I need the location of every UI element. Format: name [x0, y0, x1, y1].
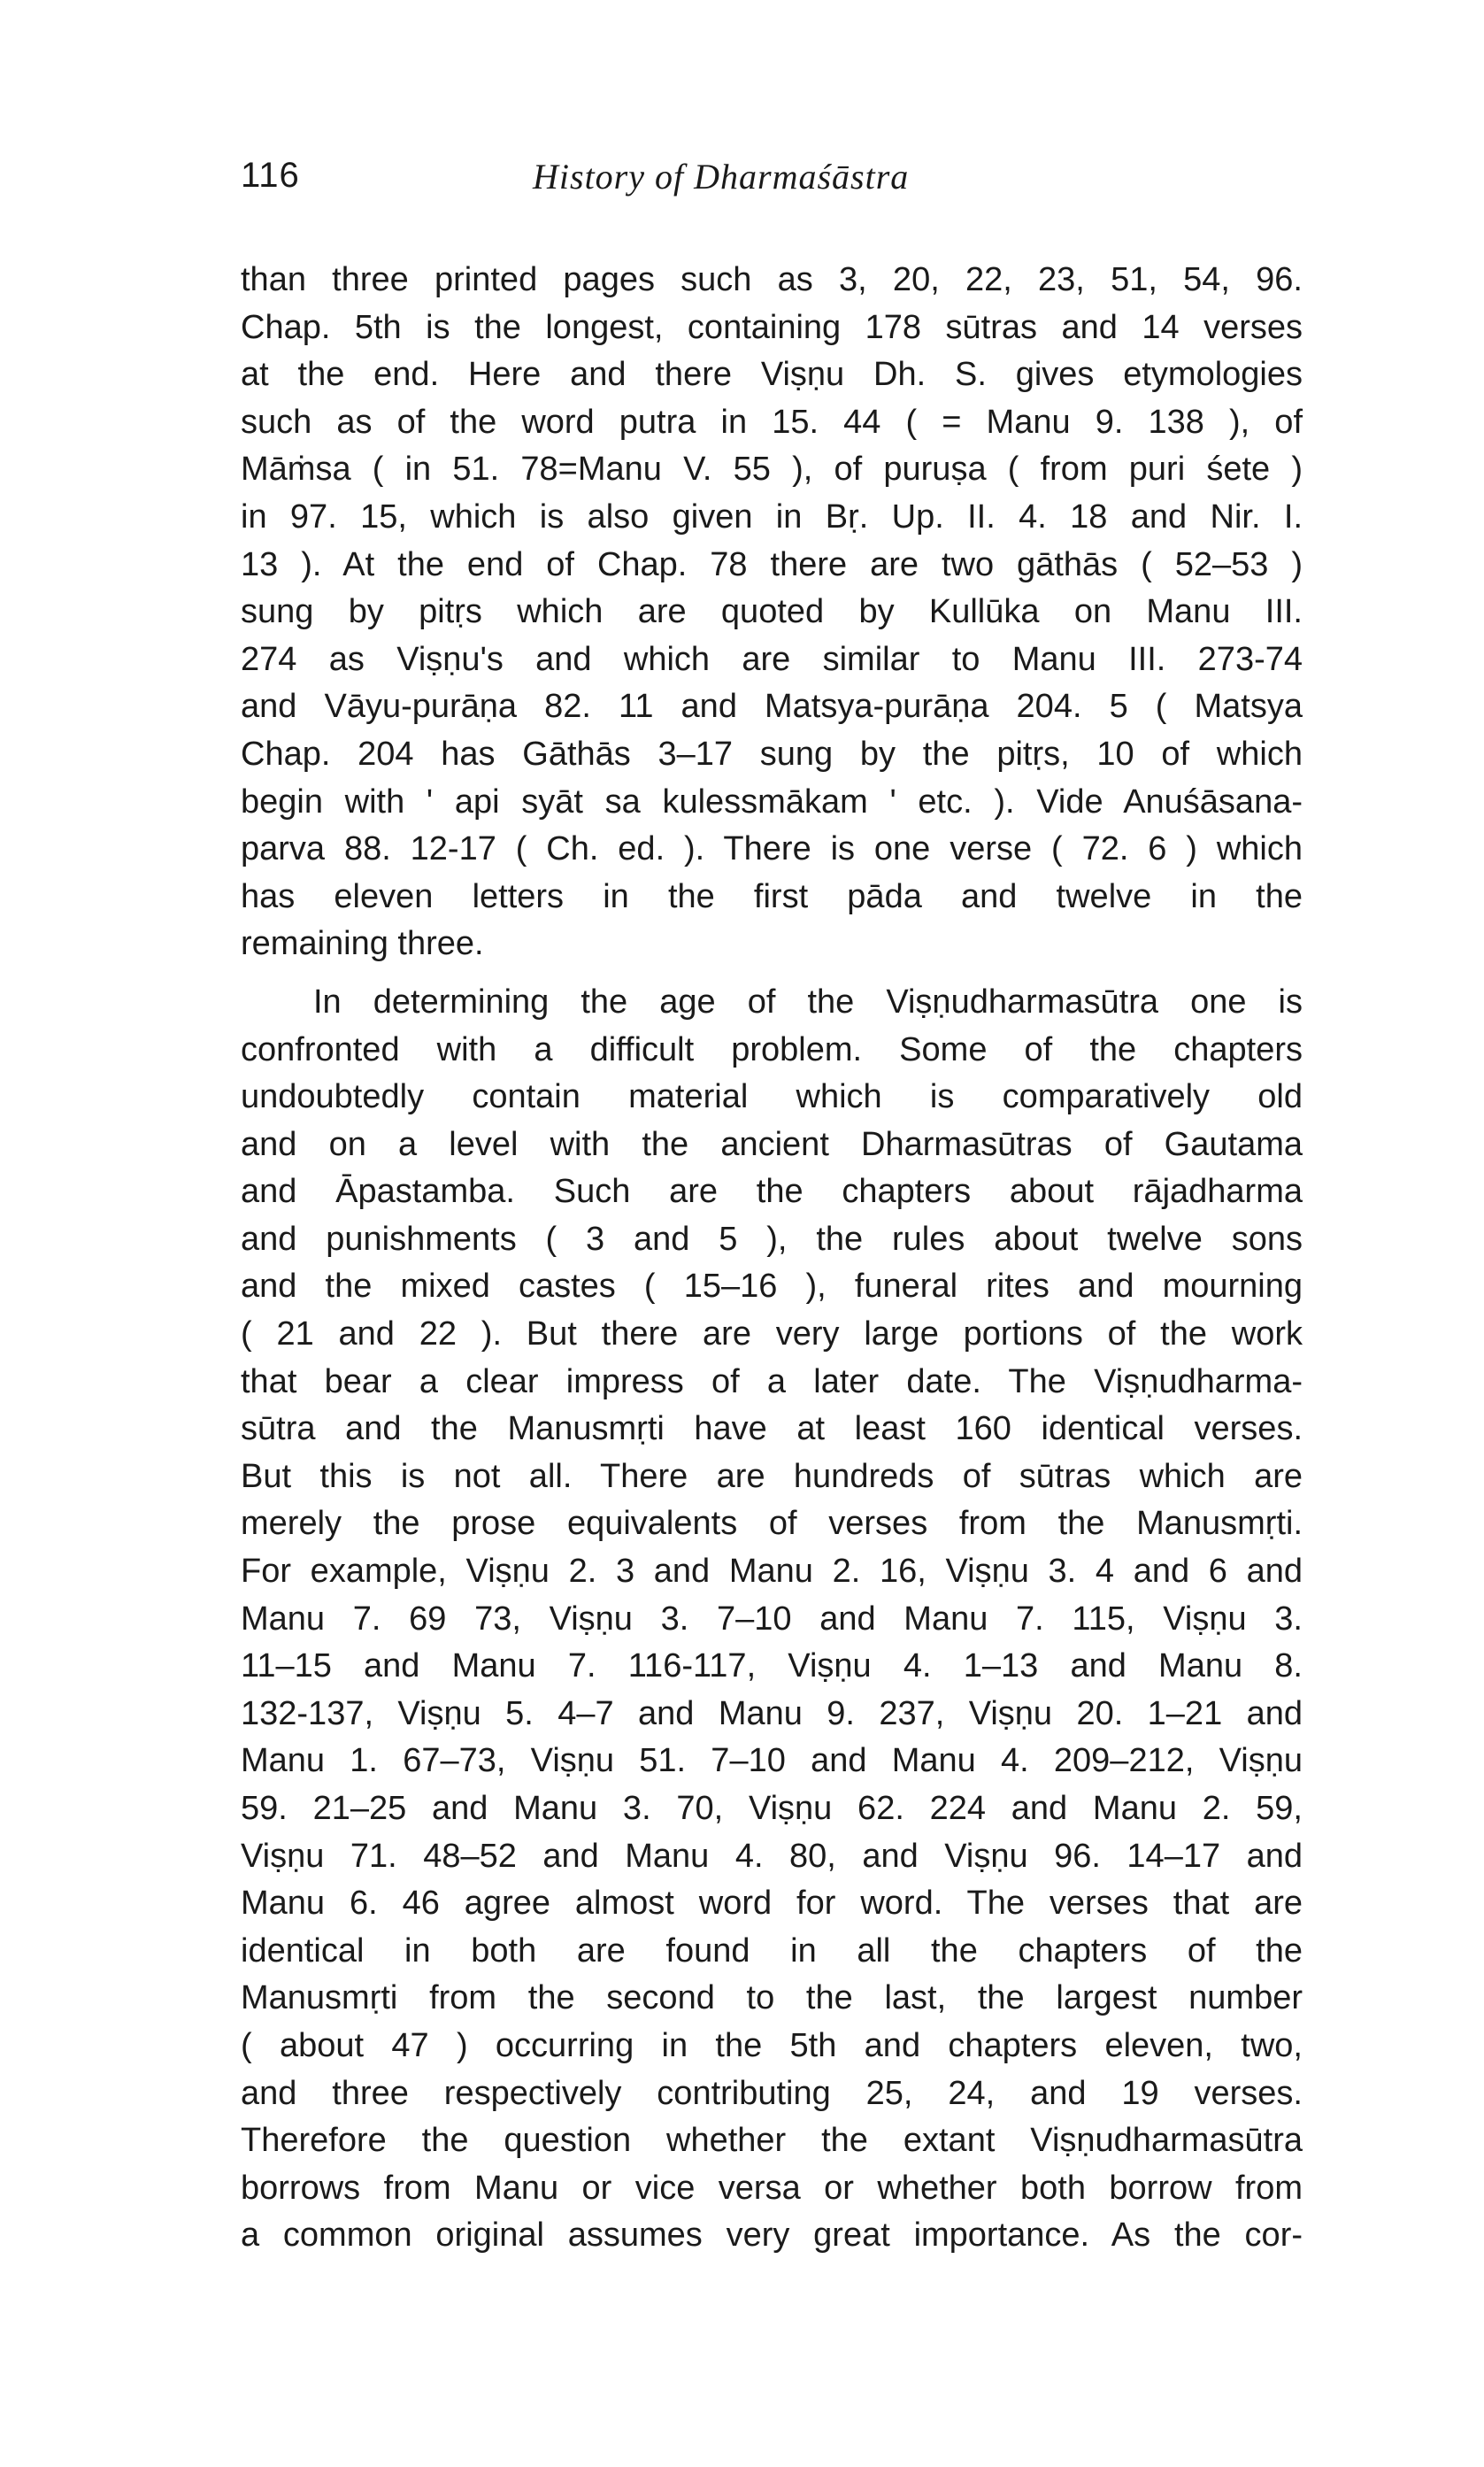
text-line: than three printed pages such as 3, 20, 22, 23, 51, 54, 96.	[241, 261, 1303, 298]
text-line: begin with ' api syāt sa kulessmākam ' etc. ). Vide Anuśāsana-	[241, 783, 1303, 821]
text-line: borrows from Manu or vice versa or whether both borrow from	[241, 2169, 1303, 2207]
paragraph-2	[241, 979, 1303, 2260]
page-header	[241, 156, 1303, 209]
text-line: and three respectively contributing 25, 24, and 19 verses.	[241, 2074, 1303, 2112]
text-line: Therefore the question whether the extant Viṣṇudharmasūtra	[241, 2122, 1303, 2160]
text-line: Māṁsa ( in 51. 78=Manu V. 55 ), of puruṣa ( from puri śete )	[241, 451, 1303, 489]
text-line: that bear a clear impress of a later date. The Viṣṇudharma-	[241, 1362, 1303, 1400]
text-line: Chap. 5th is the longest, containing 178 sūtras and 14 verses	[241, 308, 1303, 346]
text-line: sūtra and the Manusmṛti have at least 160 identical verses.	[241, 1410, 1303, 1448]
text-line: Manu 7. 69 73, Viṣṇu 3. 7–10 and Manu 7. 115, Viṣṇu 3.	[241, 1600, 1303, 1638]
text-line: Manu 1. 67–73, Viṣṇu 51. 7–10 and Manu 4. 209–212, Viṣṇu	[241, 1742, 1303, 1780]
text-line: sung by pitṛs which are quoted by Kullūka on Manu III.	[241, 593, 1303, 631]
text-line: But this is not all. There are hundreds of sūtras which are	[241, 1457, 1303, 1495]
text-line: In determining the age of the Viṣṇudharmasūtra one is	[313, 983, 1303, 1021]
paragraph-1	[241, 257, 1303, 968]
text-line: ( about 47 ) occurring in the 5th and chapters eleven, two,	[241, 2026, 1303, 2064]
text-line: such as of the word putra in 15. 44 ( = Manu 9. 138 ), of	[241, 403, 1303, 441]
text-line: 59. 21–25 and Manu 3. 70, Viṣṇu 62. 224 and Manu 2. 59,	[241, 1790, 1303, 1827]
text-line: and the mixed castes ( 15–16 ), funeral rites and mourning	[241, 1268, 1303, 1306]
text-line: Viṣṇu 71. 48–52 and Manu 4. 80, and Viṣṇu 96. 14–17 and	[241, 1837, 1303, 1875]
text-line: remaining three.	[241, 925, 484, 963]
text-line: and punishments ( 3 and 5 ), the rules about twelve sons	[241, 1220, 1303, 1258]
text-line: merely the prose equivalents of verses from the Manusmṛti.	[241, 1505, 1303, 1543]
text-line: parva 88. 12-17 ( Ch. ed. ). There is one verse ( 72. 6 ) which	[241, 830, 1303, 868]
text-line: confronted with a difficult problem. Some of the chapters	[241, 1030, 1303, 1068]
text-line: and Āpastamba. Such are the chapters about rājadharma	[241, 1173, 1303, 1211]
running-title: History of Dharmaśāstra	[533, 157, 910, 197]
text-line: Manu 6. 46 agree almost word for word. The verses that are	[241, 1885, 1303, 1923]
text-line: in 97. 15, which is also given in Bṛ. Up. II. 4. 18 and Nir. I.	[241, 497, 1303, 536]
text-line: and on a level with the ancient Dharmasūtras of Gautama	[241, 1125, 1303, 1163]
body-text	[241, 257, 1303, 2260]
text-line: For example, Viṣṇu 2. 3 and Manu 2. 16, Viṣṇu 3. 4 and 6 and	[241, 1553, 1303, 1591]
text-line: and Vāyu-purāṇa 82. 11 and Matsya-purāṇa 204. 5 ( Matsya	[241, 688, 1303, 726]
text-line: undoubtedly contain material which is comparatively old	[241, 1078, 1303, 1116]
text-line: at the end. Here and there Viṣṇu Dh. S. gives etymologies	[241, 356, 1303, 394]
text-line: Manusmṛti from the second to the last, the largest number	[241, 1979, 1303, 2017]
text-line: ( 21 and 22 ). But there are very large portions of the work	[241, 1315, 1303, 1353]
text-line: 11–15 and Manu 7. 116-117, Viṣṇu 4. 1–13 and Manu 8.	[241, 1647, 1303, 1685]
text-line: 274 as Viṣṇu's and which are similar to Manu III. 273-74	[241, 640, 1303, 678]
text-line: 132-137, Viṣṇu 5. 4–7 and Manu 9. 237, Viṣṇu 20. 1–21 and	[241, 1694, 1303, 1732]
text-line: identical in both are found in all the chapters of the	[241, 1931, 1303, 1970]
text-line: a common original assumes very great importance. As the cor-	[241, 2216, 1303, 2255]
text-line: Chap. 204 has Gāthās 3–17 sung by the pitṛs, 10 of which	[241, 735, 1303, 773]
text-line: has eleven letters in the first pāda and twelve in the	[241, 877, 1303, 915]
text-line: 13 ). At the end of Chap. 78 there are two gāthās ( 52–53 )	[241, 545, 1303, 583]
page-number: 116	[241, 156, 300, 195]
